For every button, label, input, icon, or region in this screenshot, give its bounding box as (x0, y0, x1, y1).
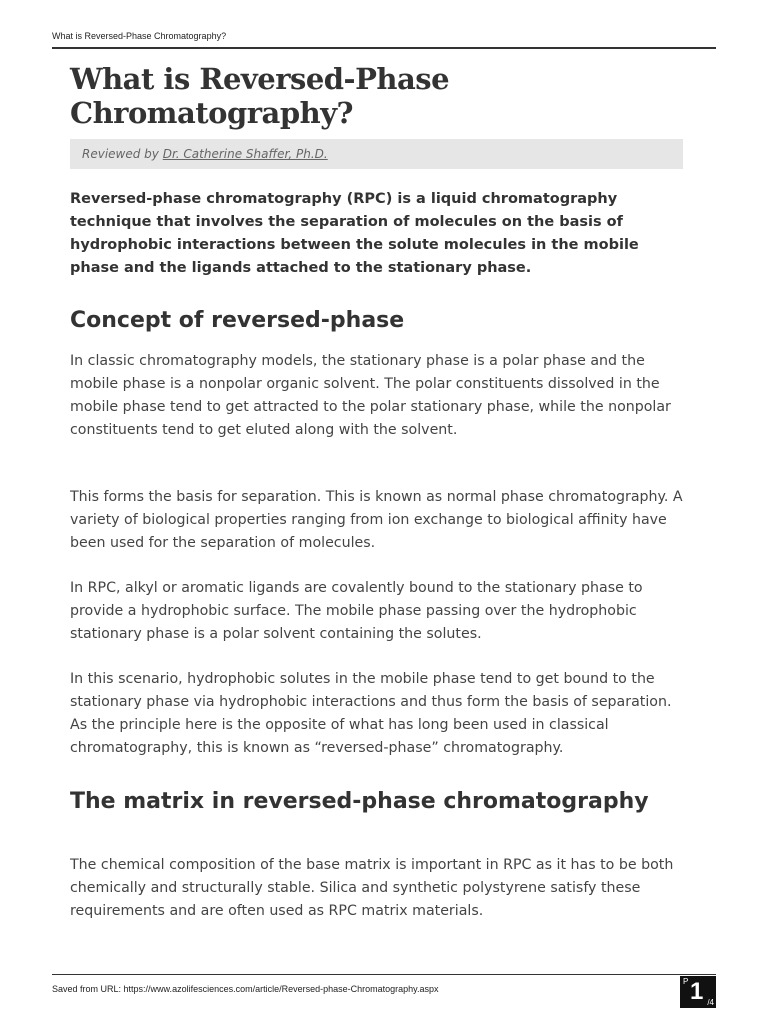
footer-divider (52, 974, 716, 975)
header-divider (52, 47, 716, 49)
section-heading-matrix: The matrix in reversed-phase chromatography (70, 789, 649, 814)
reviewed-by-label: Reviewed by (82, 147, 159, 161)
section-heading-concept: Concept of reversed-phase (70, 308, 405, 333)
reviewer-link[interactable]: Dr. Catherine Shaffer, Ph.D. (162, 147, 328, 161)
page-letter: P (683, 977, 689, 986)
intro-paragraph: Reversed-phase chromatography (RPC) is a liquid chromatography technique that involves the separation of molecules on the basis of hydrophobic interactions between the solute molecules in the mobile phase and the ligands attached to the stationary phase. (70, 191, 639, 276)
body-paragraph: In classic chromatography models, the stationary phase is a polar phase and the mobile phase is a nonpolar organic solvent. The polar constituents dissolved in the mobile phase tend to get attracted to the polar stationary phase, while the nonpolar constituents tend to get eluted along with the solvent. (70, 353, 671, 438)
reviewed-by-box (70, 139, 683, 169)
body-paragraph: This forms the basis for separation. This is known as normal phase chromatography. A variety of biological properties ranging from ion exchange to biological affinity have been used for the separation of molecules. (70, 489, 683, 551)
running-header: What is Reversed-Phase Chromatography? (52, 31, 227, 41)
saved-from-label: Saved from URL: (52, 984, 122, 994)
page-number: 1 (690, 978, 704, 1005)
body-paragraph: In this scenario, hydrophobic solutes in the mobile phase tend to get bound to the stationary phase via hydrophobic interactions and thus form the basis of separation. As the principle here is the opposite of what has long been used in classical chromatography, this is known as “reversed-phase” chromatography. (70, 671, 672, 756)
page-number-badge (680, 976, 716, 1008)
body-paragraph: The chemical composition of the base matrix is important in RPC as it has to be both chemically and structurally stable. Silica and synthetic polystyrene satisfy these requirements and are often used as RPC matrix materials. (70, 857, 674, 919)
page-title: What is Reversed-Phase Chromatography? (70, 62, 450, 130)
body-paragraph: In RPC, alkyl or aromatic ligands are covalently bound to the stationary phase to provide a hydrophobic surface. The mobile phase passing over the hydrophobic stationary phase is a polar solvent containing the solutes. (70, 580, 643, 642)
source-url[interactable]: https://www.azolifesciences.com/article/Reversed-phase-Chromatography.aspx (123, 984, 439, 994)
footer-source (52, 984, 439, 994)
page-total: /4 (707, 998, 714, 1007)
